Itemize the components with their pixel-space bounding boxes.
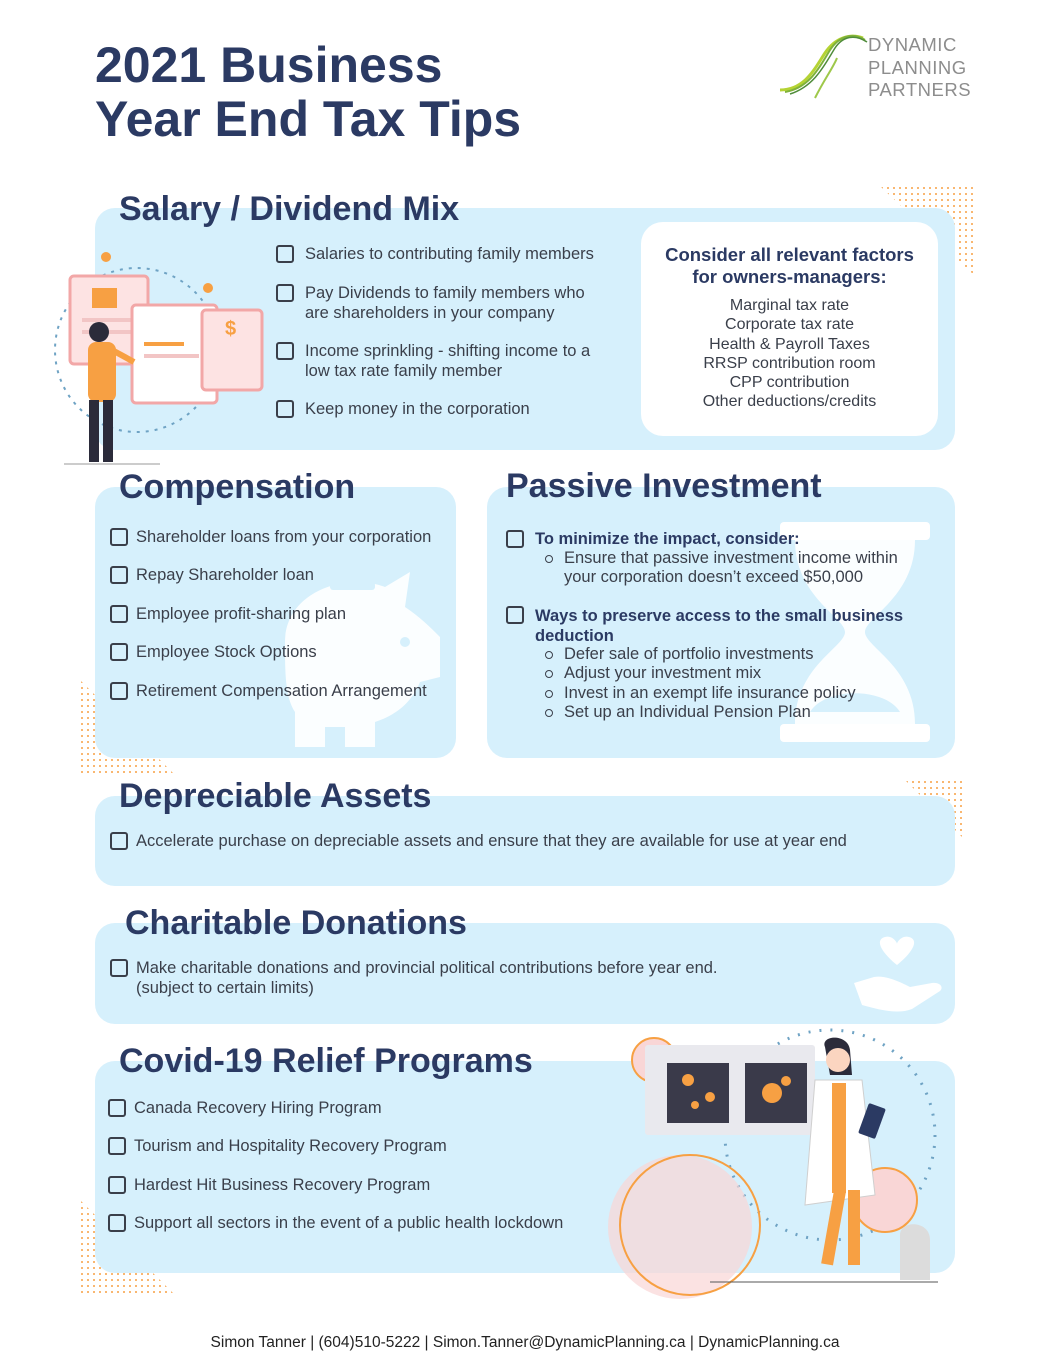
checkbox-hiring-program[interactable] xyxy=(108,1099,126,1117)
passive-group1-sub1-cont: your corporation doesn’t exceed $50,000 xyxy=(564,568,864,586)
footer-contact: Simon Tanner | (604)510-5222 | Simon.Tanner@DynamicPlanning.ca | DynamicPlanning.ca xyxy=(210,1334,840,1351)
checkbox-salaries[interactable] xyxy=(276,245,294,263)
passive-group2-heading-line1: Ways to preserve access to the small business xyxy=(535,607,904,625)
passive-group2-sub-text: Set up an Individual Pension Plan xyxy=(564,703,811,721)
checkbox-lockdown-support[interactable] xyxy=(108,1214,126,1232)
checkbox-stock-options[interactable] xyxy=(110,643,128,661)
logo-line-2: PLANNING xyxy=(868,56,967,78)
item-keep-money: Keep money in the corporation xyxy=(305,400,530,418)
swirl-logo-icon xyxy=(775,28,870,100)
item-income-sprinkling-line2: low tax rate family member xyxy=(305,362,503,380)
passive-group2-sub-text: Invest in an exempt life insurance policy xyxy=(564,684,856,702)
item-dividends-line1: Pay Dividends to family members who xyxy=(305,284,585,302)
bullet-circle-icon xyxy=(545,670,553,678)
passive-group2-sub xyxy=(564,664,761,683)
factors-heading xyxy=(641,244,938,288)
checkbox-repay-loan[interactable] xyxy=(110,566,128,584)
checkbox-hardest-hit-program[interactable] xyxy=(108,1176,126,1194)
logo-line-1: DYNAMIC xyxy=(868,34,957,55)
passive-group2-heading-line2: deduction xyxy=(535,627,614,645)
item-stock-options: Employee Stock Options xyxy=(136,643,317,661)
logo-text xyxy=(868,34,971,102)
factor-item: Marginal tax rate xyxy=(729,297,850,314)
checkbox-tourism-program[interactable] xyxy=(108,1137,126,1155)
item-profit-sharing: Employee profit-sharing plan xyxy=(136,605,347,623)
passive-group1-sub1 xyxy=(564,549,898,568)
passive-title: Passive Investment xyxy=(506,467,822,505)
passive-group2-sub xyxy=(564,645,813,664)
item-depreciable: Accelerate purchase on depreciable assets and ensure that they are available for use at year end xyxy=(136,832,847,850)
factors-list xyxy=(641,296,938,412)
checkbox-income-sprinkling[interactable] xyxy=(276,342,294,360)
depreciable-title: Depreciable Assets xyxy=(119,777,432,815)
item-tourism-program: Tourism and Hospitality Recovery Program xyxy=(134,1137,447,1155)
checkbox-preserve-sbd[interactable] xyxy=(506,606,524,624)
checkbox-depreciable[interactable] xyxy=(110,832,128,850)
checkbox-retirement-arrangement[interactable] xyxy=(110,682,128,700)
checkbox-charitable[interactable] xyxy=(110,959,128,977)
salary-title: Salary / Dividend Mix xyxy=(119,190,460,228)
checkbox-minimize-impact[interactable] xyxy=(506,530,524,548)
factor-item: RRSP contribution room xyxy=(703,354,876,372)
passive-group1-heading: To minimize the impact, consider: xyxy=(535,530,800,548)
passive-group2-sub-text: Adjust your investment mix xyxy=(564,664,762,682)
compensation-title: Compensation xyxy=(119,468,356,506)
factor-item: Health & Payroll Taxes xyxy=(709,335,870,353)
factor-item: Corporate tax rate xyxy=(725,316,854,334)
item-charitable-line2: (subject to certain limits) xyxy=(136,979,314,997)
item-hiring-program: Canada Recovery Hiring Program xyxy=(134,1099,382,1117)
factors-heading-line2: for owners-managers: xyxy=(692,266,887,287)
factor-item: Other deductions/credits xyxy=(702,393,877,411)
bullet-circle-icon xyxy=(545,651,553,659)
charitable-title: Charitable Donations xyxy=(125,904,467,942)
title-line-2: Year End Tax Tips xyxy=(95,91,522,147)
item-income-sprinkling-line1: Income sprinkling - shifting income to a xyxy=(305,342,591,360)
factors-heading-line1: Consider all relevant factors xyxy=(665,244,914,265)
bullet-circle-icon xyxy=(545,690,553,698)
item-charitable-line1: Make charitable donations and provincial political contributions before year end. xyxy=(136,959,718,977)
passive-group2-sub xyxy=(564,684,856,703)
bullet-circle-icon xyxy=(545,709,553,717)
item-hardest-hit-program: Hardest Hit Business Recovery Program xyxy=(134,1176,431,1194)
passive-group1-sub1-text: Ensure that passive investment income within xyxy=(564,549,898,567)
checkbox-profit-sharing[interactable] xyxy=(110,605,128,623)
checkbox-shareholder-loans[interactable] xyxy=(110,528,128,546)
item-retirement-arrangement: Retirement Compensation Arrangement xyxy=(136,682,427,700)
passive-group2-sub-text: Defer sale of portfolio investments xyxy=(564,645,814,663)
page-title xyxy=(95,38,521,146)
item-dividends-line2: are shareholders in your company xyxy=(305,304,555,322)
checkbox-keep-money[interactable] xyxy=(276,400,294,418)
bullet-circle-icon xyxy=(545,555,553,563)
factor-item: CPP contribution xyxy=(729,374,850,392)
item-salaries: Salaries to contributing family members xyxy=(305,245,594,263)
title-line-1: 2021 Business xyxy=(95,37,443,93)
factors-card xyxy=(641,222,938,436)
checkbox-dividends[interactable] xyxy=(276,284,294,302)
covid-title: Covid-19 Relief Programs xyxy=(119,1042,533,1080)
passive-group2-sub xyxy=(564,703,811,722)
doctor-illustration xyxy=(600,1005,945,1302)
item-shareholder-loans: Shareholder loans from your corporation xyxy=(136,528,432,546)
logo-line-3: PARTNERS xyxy=(868,79,972,100)
item-repay-loan: Repay Shareholder loan xyxy=(136,566,314,584)
item-lockdown-support: Support all sectors in the event of a public health lockdown xyxy=(134,1214,564,1232)
person-with-cards-illustration xyxy=(52,250,272,468)
svg-text:$: $ xyxy=(225,318,237,340)
